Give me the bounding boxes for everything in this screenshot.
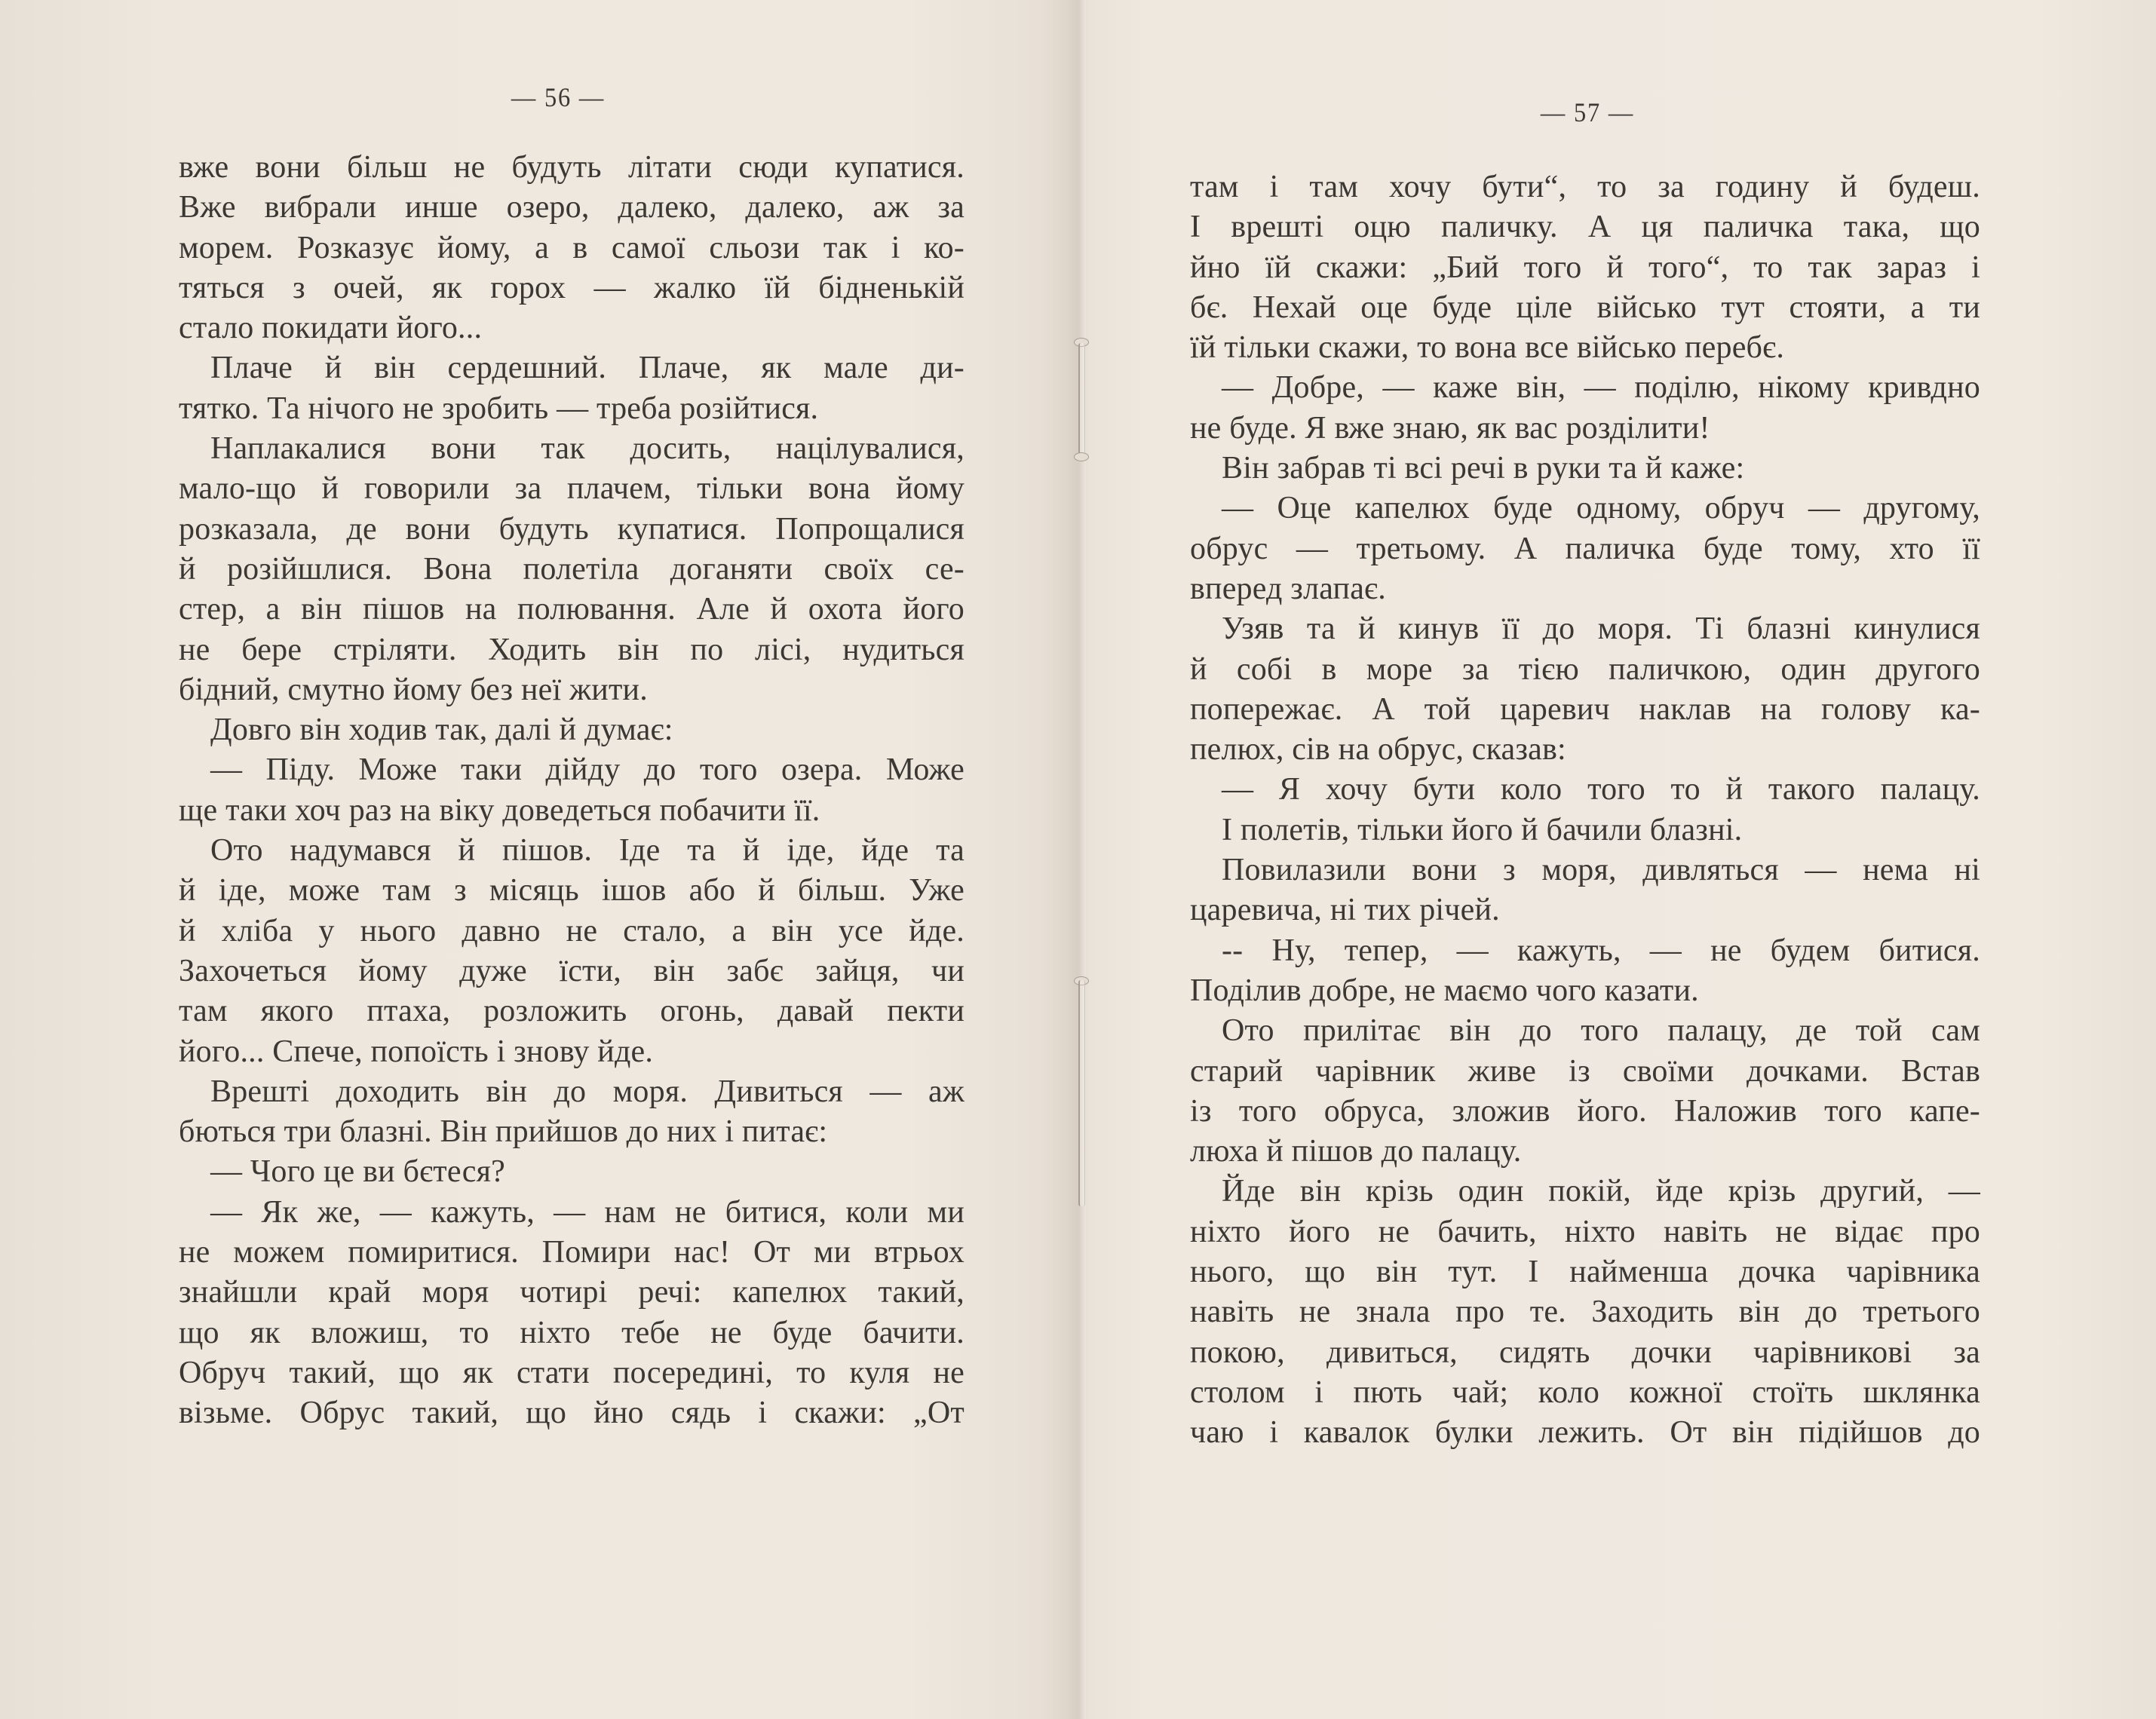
text-line: Поділив добре, не маємо чого казати. [1190, 973, 1699, 1008]
text-line: попережає. А той царевич наклав на голову ка- [1190, 691, 1980, 727]
text-line: Йде він крізь один покій, йде крізь другий, — [1222, 1174, 1980, 1209]
text-line: мало-що й говорили за плачем, тільки вона йому [179, 471, 965, 507]
text-line: Узяв та й кинув її до моря. Ті блазні кинулися [1222, 611, 1980, 647]
text-line: й розійшлися. Вона полетіла доганяти своїх се- [179, 551, 965, 587]
text-line: морем. Розказує йому, а в самої сльози так і ко- [179, 230, 965, 265]
text-line: царевича, ні тих річей. [1190, 893, 1500, 928]
text-line: там і там хочу бути“, то за годину й будеш. [1190, 170, 1980, 204]
text-line: люха й пішов до палацу. [1190, 1134, 1522, 1169]
text-line: й хліба у нього давно не стало, а він усе йде. [179, 913, 965, 948]
text-line: Наплакалися вони так досить, націлувалися, [210, 431, 965, 467]
text-line: -- Ну, тепер, — кажуть, — не будем битися. [1222, 933, 1980, 968]
text-line: чаю і кавалок булки лежить. От він підійшов до [1190, 1415, 1980, 1451]
text-line: столом і пють чай; коло кожної стоїть шклянка [1190, 1374, 1980, 1410]
text-line: навіть не знала про те. Заходить він до третього [1190, 1295, 1980, 1330]
text-line: покою, дивиться, сидять дочки чарівникові за [1190, 1334, 1980, 1370]
text-line: — Добре, — каже він, — поділю, нікому кривдно [1222, 370, 1980, 406]
text-line: його... Спече, попоїсть і знову йде. [179, 1034, 654, 1069]
text-line: бються три блазні. Він прийшов до них і питає: [179, 1114, 828, 1150]
text-line: бє. Нехай оце буде ціле військо тут стояти, а ти [1190, 290, 1980, 325]
page-text [179, 148, 965, 1434]
text-line: Плаче й він сердешний. Плаче, як мале ди- [210, 351, 965, 386]
text-line: не бере стріляти. Ходить він по лісі, нудиться [179, 632, 965, 667]
text-line: Ото надумався й пішов. Іде та й іде, йде та [210, 833, 965, 869]
text-line: Ото прилітає він до того палацу, де той сам [1222, 1013, 1980, 1049]
text-line: тятко. Та нічого не зробить — треба розійтися. [179, 391, 819, 426]
page-text [1190, 167, 1980, 1454]
text-line: ніхто його не бачить, ніхто навіть не відає про [1190, 1214, 1980, 1249]
text-line: вже вони більш не будуть літати сюди купатися. [179, 150, 965, 185]
text-line: знайшли край моря чотирі речі: капелюх такий, [179, 1275, 965, 1310]
text-line: — Як же, — кажуть, — нам не битися, коли ми [210, 1194, 965, 1230]
text-line: візьме. Обрус такий, що йно сядь і скажи: „От [179, 1396, 965, 1431]
text-line: І врешті оцю паличку. А ця паличка така, що [1190, 210, 1980, 245]
text-line: Врешті доходить він до моря. Дивиться — аж [210, 1074, 965, 1109]
text-line: ще таки хоч раз на віку доведеться побачити її. [179, 792, 820, 828]
text-line: Захочеться йому дуже їсти, він забє зайця, чи [179, 953, 965, 988]
text-line: тяться з очей, як горох — жалко їй бідненькій [179, 270, 965, 305]
text-line: І полетів, тільки його й бачили блазні. [1222, 812, 1743, 847]
text-line: Обруч такий, що як стати посередині, то куля не [179, 1355, 965, 1390]
text-line: бідний, смутно йому без неї жити. [179, 672, 648, 707]
text-line: Він забрав ті всі речі в руки та й каже: [1222, 451, 1745, 486]
text-line: Повилазили вони з моря, дивляться — нема ні [1222, 853, 1980, 888]
text-line: й собі в море за тією паличкою, один другого [1190, 651, 1980, 687]
text-line: пелюх, сів на обрус, сказав: [1190, 732, 1566, 768]
text-line: нього, що він тут. І найменша дочка чарівника [1190, 1255, 1980, 1290]
text-line: стер, а він пішов на полювання. Але й охота його [179, 592, 965, 627]
right-page [1078, 0, 2156, 1719]
text-line: стало покидати його... [179, 311, 483, 346]
text-line: із того обруса, зложив його. Наложив того капе- [1190, 1093, 1980, 1129]
page-number: — 56 — [511, 82, 606, 112]
text-line: їй тільки скажи, то вона все військо перебє. [1190, 330, 1785, 366]
text-line: — Оце капелюх буде одному, обруч — другому, [1222, 491, 1980, 526]
page-number: — 57 — [1540, 97, 1635, 127]
text-line: Вже вибрали инше озеро, далеко, далеко, аж за [179, 190, 965, 225]
text-line: що як вложиш, то ніхто тебе не буде бачити. [179, 1315, 965, 1350]
text-line: не можем помиритися. Помири нас! От ми втрьох [179, 1235, 965, 1270]
text-line: вперед злапає. [1190, 571, 1386, 606]
text-line: — Я хочу бути коло того то й такого палацу. [1222, 772, 1980, 807]
text-line: — Чого це ви бєтеся? [210, 1154, 505, 1190]
text-line: старий чарівник живе із своїми дочками. Встав [1190, 1053, 1980, 1089]
text-line: й іде, може там з місяць ішов або й більш. Уже [179, 873, 965, 909]
text-line: — Піду. Може таки дійду до того озера. Може [210, 752, 965, 788]
text-line: йно їй скажи: „Бий того й того“, то так зараз і [1190, 250, 1980, 285]
text-line: розказала, де вони будуть купатися. Попрощалися [179, 511, 965, 547]
text-line: там якого птаха, розложить огонь, давай пекти [179, 994, 965, 1029]
text-line: обрус — третьому. А паличка буде тому, хто її [1190, 531, 1980, 566]
text-line: Довго він ходив так, далі й думає: [210, 712, 673, 748]
text-line: не буде. Я вже знаю, як вас розділити! [1190, 410, 1710, 446]
